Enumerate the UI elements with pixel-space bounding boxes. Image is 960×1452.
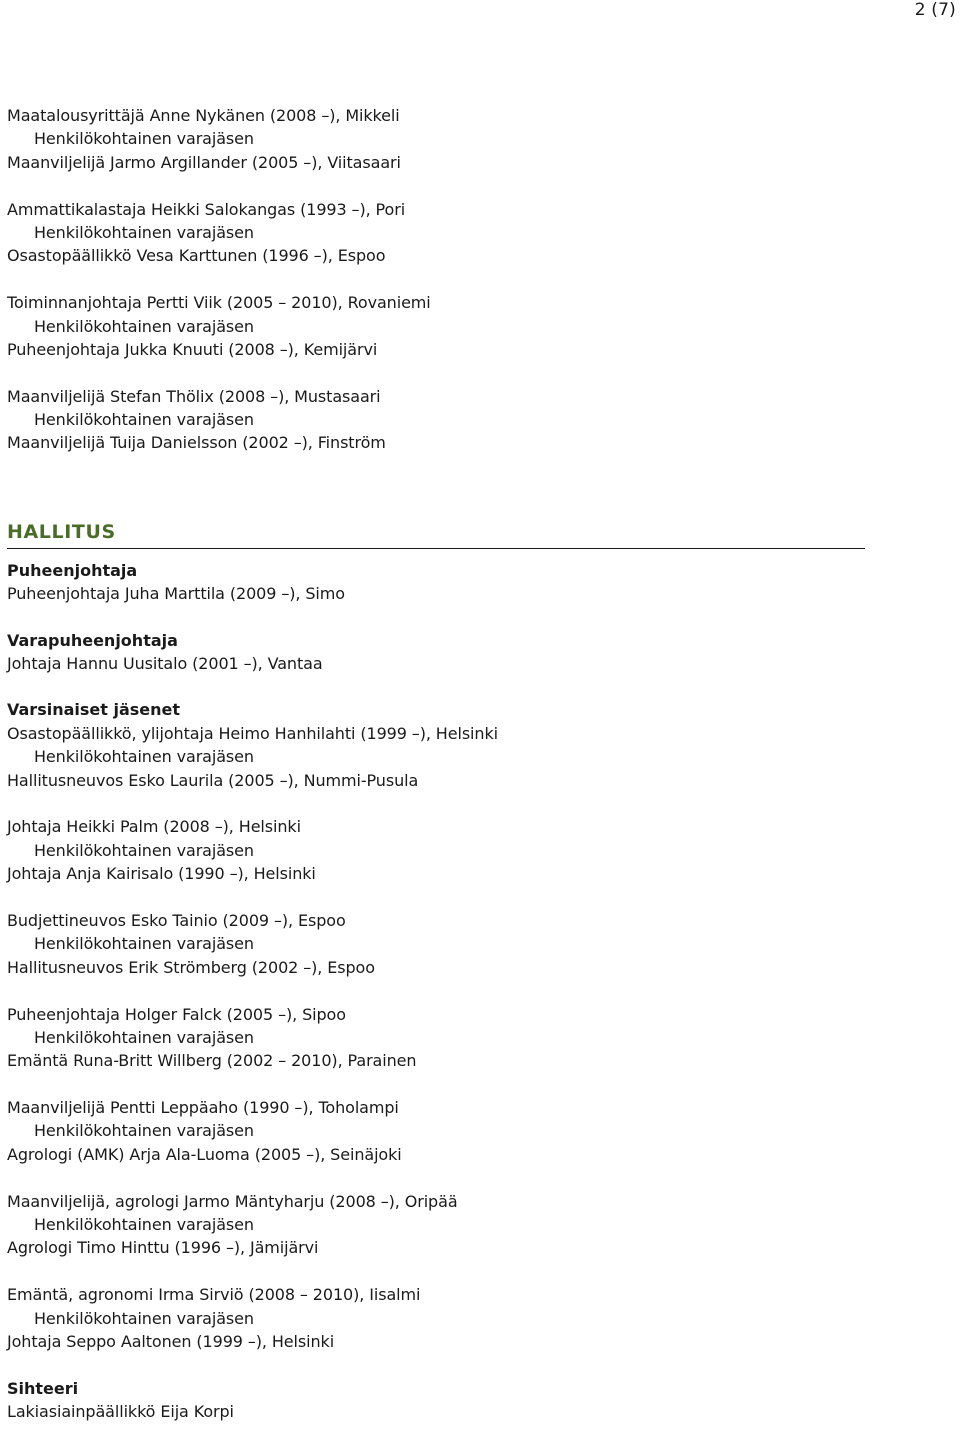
role-heading-members: Varsinaiset jäsenet [7, 700, 181, 720]
heading-divider [7, 548, 865, 549]
deputy-label: Henkilökohtainen varajäsen [34, 410, 254, 430]
deputy-label: Henkilökohtainen varajäsen [34, 222, 254, 242]
member-line: Maanviljelijä, agrologi Jarmo Mäntyharju (2008 –), Oripää [7, 1191, 458, 1211]
chair-line: Puheenjohtaja Juha Marttila (2009 –), Simo [7, 584, 345, 604]
member-line: Toiminnanjohtaja Pertti Viik (2005 – 2010), Rovaniemi [7, 293, 431, 313]
board-group [7, 1190, 907, 1260]
deputy-line: Hallitusneuvos Erik Strömberg (2002 –), Espoo [7, 957, 375, 977]
member-line: Osastopäällikkö, ylijohtaja Heimo Hanhilahti (1999 –), Helsinki [7, 723, 498, 743]
board-group [7, 815, 907, 885]
section-heading-board: HALLITUS [7, 520, 116, 543]
role-heading-chair: Puheenjohtaja [7, 560, 138, 580]
member-line: Emäntä, agronomi Irma Sirviö (2008 – 2010), Iisalmi [7, 1285, 421, 1305]
document-body [7, 104, 907, 1424]
deputy-line: Agrologi Timo Hinttu (1996 –), Jämijärvi [7, 1238, 319, 1258]
deputy-label: Henkilökohtainen varajäsen [34, 1027, 254, 1047]
role-heading-secretary: Sihteeri [7, 1378, 79, 1398]
deputy-line: Osastopäällikkö Vesa Karttunen (1996 –), Espoo [7, 246, 386, 266]
member-line: Ammattikalastaja Heikki Salokangas (1993 –), Pori [7, 199, 406, 219]
deputy-label: Henkilökohtainen varajäsen [34, 1215, 254, 1235]
board-group [7, 1283, 907, 1353]
member-line: Maanviljelijä Stefan Thölix (2008 –), Mustasaari [7, 386, 381, 406]
council-group [7, 104, 907, 174]
deputy-label: Henkilökohtainen varajäsen [34, 1121, 254, 1141]
secretary-line: Lakiasiainpäällikkö Eija Korpi [7, 1402, 234, 1422]
page-number: 2 (7) [914, 0, 956, 20]
deputy-label: Henkilökohtainen varajäsen [34, 129, 254, 149]
council-group [7, 291, 907, 361]
council-group [7, 198, 907, 268]
deputy-line: Johtaja Seppo Aaltonen (1999 –), Helsinki [7, 1331, 335, 1351]
deputy-line: Johtaja Anja Kairisalo (1990 –), Helsinki [7, 864, 316, 884]
deputy-line: Puheenjohtaja Jukka Knuuti (2008 –), Kemijärvi [7, 339, 378, 359]
board-group [7, 722, 907, 792]
member-line: Maanviljelijä Pentti Leppäaho (1990 –), Toholampi [7, 1098, 399, 1118]
member-line: Puheenjohtaja Holger Falck (2005 –), Sipoo [7, 1004, 346, 1024]
member-line: Maatalousyrittäjä Anne Nykänen (2008 –), Mikkeli [7, 106, 400, 125]
deputy-label: Henkilökohtainen varajäsen [34, 840, 254, 860]
board-group [7, 909, 907, 979]
deputy-label: Henkilökohtainen varajäsen [34, 934, 254, 954]
deputy-label: Henkilökohtainen varajäsen [34, 747, 254, 767]
board-group [7, 1096, 907, 1166]
deputy-line: Agrologi (AMK) Arja Ala-Luoma (2005 –), Seinäjoki [7, 1144, 402, 1164]
board-group [7, 1003, 907, 1073]
member-line: Budjettineuvos Esko Tainio (2009 –), Espoo [7, 910, 346, 930]
council-group [7, 385, 907, 455]
deputy-line: Hallitusneuvos Esko Laurila (2005 –), Nummi-Pusula [7, 770, 419, 790]
deputy-label: Henkilökohtainen varajäsen [34, 1308, 254, 1328]
deputy-line: Maanviljelijä Jarmo Argillander (2005 –), Viitasaari [7, 152, 401, 172]
member-line: Johtaja Heikki Palm (2008 –), Helsinki [7, 817, 301, 837]
vice-chair-line: Johtaja Hannu Uusitalo (2001 –), Vantaa [7, 654, 323, 674]
deputy-line: Emäntä Runa-Britt Willberg (2002 – 2010), Parainen [7, 1051, 417, 1071]
role-heading-vice-chair: Varapuheenjohtaja [7, 630, 178, 650]
deputy-line: Maanviljelijä Tuija Danielsson (2002 –), Finström [7, 433, 386, 453]
deputy-label: Henkilökohtainen varajäsen [34, 316, 254, 336]
